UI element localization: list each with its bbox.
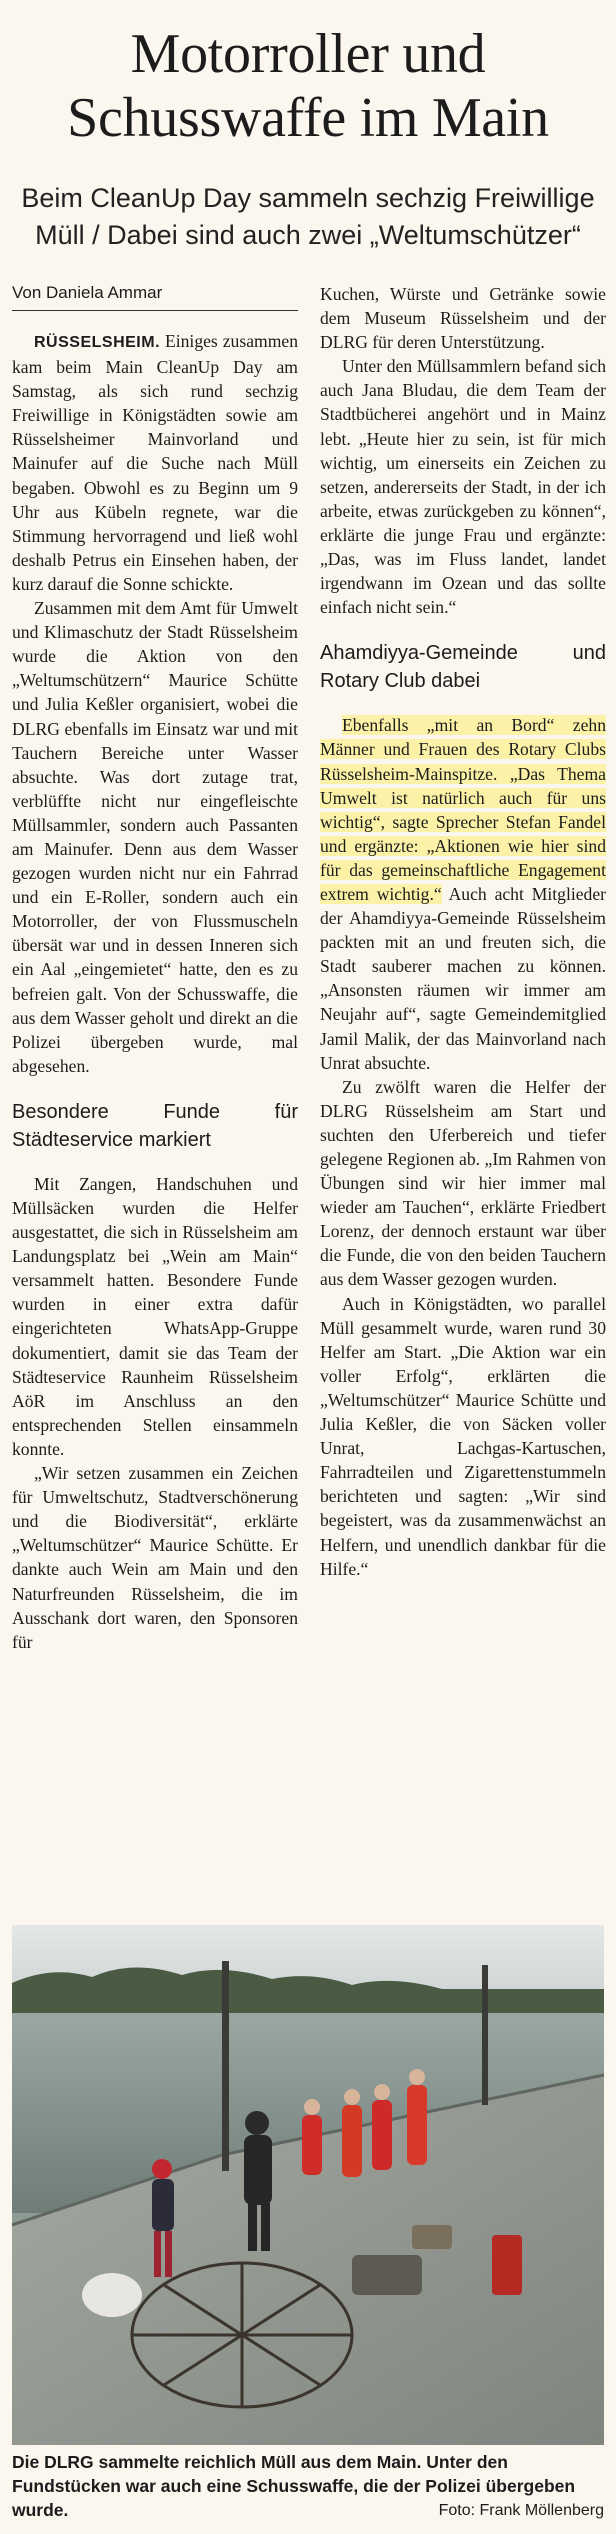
paragraph: „Wir setzen zusammen ein Zeichen für Umweltschutz, Stadtverschönerung und die Biodiversität“, erklärte „Weltumschützer“ Maurice Schütte. Er dankte auch Wein am Main und den Naturfreunden Rüsselsheim, die im Ausschank dort waren, den Sponsoren für [12, 1463, 298, 1652]
dateline: RÜSSELSHEIM. [34, 334, 161, 351]
left-column [12, 282, 298, 1654]
paragraph-rest: Auch acht Mitglieder der Ahamdiyya-Gemeinde Rüsselsheim packten mit an und freuten sich, die Stadt sauberer machen zu können. „Ansonsten räumen wir immer am Neujahr auf“, sagte Gemeindemitglied Jamil Malik, der das Mainvorland nach Unrat absuchte. [320, 883, 606, 1073]
paragraph-highlighted [320, 713, 606, 1074]
bicycle-wheel [132, 2263, 352, 2407]
paragraph-intro-text: Einiges zusammen kam beim Main CleanUp Day am Samstag, als sich rund sechzig Freiwillige in Königstädten sowie am Rüsselsheimer Mainvorland und Mainufer auf die Suche nach Müll begaben. Obwohl es zu Beginn um 9 Uhr aus Kübeln regnete, war die Stimmung hervorragend und ließ wohl deshalb Petrus ein Einsehen haben, der kurz darauf die Sonne schickte. [12, 331, 298, 594]
section-subtitle: Ahamdiyya-Gemeinde und Rotary Club dabei [320, 642, 606, 693]
paragraph: Zusammen mit dem Amt für Umwelt und Klimaschutz der Stadt Rüsselsheim wurde die Aktion von den „Weltumschützern“ Maurice Schütte und Julia Keßler organisiert, wobei die DLRG ebenfalls im Einsatz war und mit Tauchern Bereiche unter Wasser absuchte. Was dort zutage trat, verblüffte nicht nur eingefleischte Müllsammler, sondern auch Passanten am Mainufer. Denn aus dem Wasser gezogen wurden nicht nur ein Fahrrad und ein E-Roller, sondern auch ein Motorroller, der von Flussmuscheln übersät war und in dessen Inneren sich ein Aal „eingemietet“ hatte, den es zu befreien galt. Von der Schusswaffe, die aus dem Wasser geholt und direkt an die Polizei übergeben wurde, mal abgesehen. [12, 598, 298, 1076]
photo-credit: Foto: Frank Möllenberg [438, 2502, 604, 2519]
right-column [320, 282, 606, 1581]
paragraph-intro [12, 329, 298, 596]
headline: Motorroller und Schusswaffe im Main [67, 23, 549, 149]
paragraph: Kuchen, Würste und Getränke sowie dem Museum Rüsselsheim und der DLRG für deren Unterstützung. [320, 284, 606, 353]
photo-caption: Die DLRG sammelte reichlich Müll aus dem Main. Unter den Fundstücken war auch eine Schusswaffe, die der Polizei übergeben wurde. [12, 2452, 576, 2520]
highlighted-text: Ebenfalls „mit an Bord“ zehn Männer und Frauen des Rotary Clubs Rüsselsheim-Mainspitze. „Das Thema Umwelt ist natürlich auch für uns wichtig“, sagte Sprecher Stefan Fandel und ergänzte: „Aktionen wie hier sind für das gemeinschaftliche Engagement extrem wichtig.“ [320, 715, 606, 904]
section-subtitle: Besondere Funde für Städteservice markiert [12, 1100, 298, 1151]
photo-illustration [12, 1925, 604, 2445]
paragraph: Auch in Königstädten, wo parallel Müll gesammelt wurde, waren rund 30 Helfer am Start. „Die Aktion war ein voller Erfolg“, erklärten die „Weltumschützer“ Maurice Schütte und Julia Keßler, die von Säcken voller Unrat, Lachgas-Kartuschen, Fahrradteilen und Zigarettenstummeln berichteten und sagten: „Wir sind begeistert, was da zusammenwächst an Helfern, und unendlich dankbar für die Hilfe.“ [320, 1293, 606, 1579]
byline: Von Daniela Ammar [12, 282, 298, 311]
subheadline: Beim CleanUp Day sammeln sechzig Freiwillige Müll / Dabei sind auch zwei „Weltumschützer“ [21, 183, 595, 250]
article-photo [12, 1925, 604, 2445]
paragraph: Unter den Müllsammlern befand sich auch Jana Bludau, die dem Team der Stadtbücherei angehört und in Mainz lebt. „Heute hier zu sein, ist für mich wichtig, um einerseits ein Zeichen zu setzen, andererseits der Stadt, in der ich arbeite, etwas zurückgeben zu können“, erklärte die junge Frau und ergänzte: „Das, was im Fluss landet, landet irgendwann im Ozean und das sollte einfach nicht sein.“ [320, 356, 606, 618]
paragraph: Zu zwölft waren die Helfer der DLRG Rüsselsheim am Start und suchten den Uferbereich und tiefer gelegene Regionen ab. „Im Rahmen von Übungen sind wir hier immer mal wieder am Tauchen“, erklärte Friedbert Lorenz, der dennoch erstaunt war über die Funde, die von den beiden Tauchern aus dem Wasser gezogen wurden. [320, 1076, 606, 1290]
paragraph: Mit Zangen, Handschuhen und Müllsäcken wurden die Helfer ausgestattet, die sich in Rüsselsheim am Landungsplatz bei „Wein am Main“ versammelt hatten. Besondere Funde wurden in einer extra dafür eingerichteten WhatsApp-Gruppe dokumentiert, damit sie das Team der Städteservice Raunheim Rüsselsheim AöR im Anschluss an den entsprechenden Stellen einsammeln konnte. [12, 1173, 298, 1459]
